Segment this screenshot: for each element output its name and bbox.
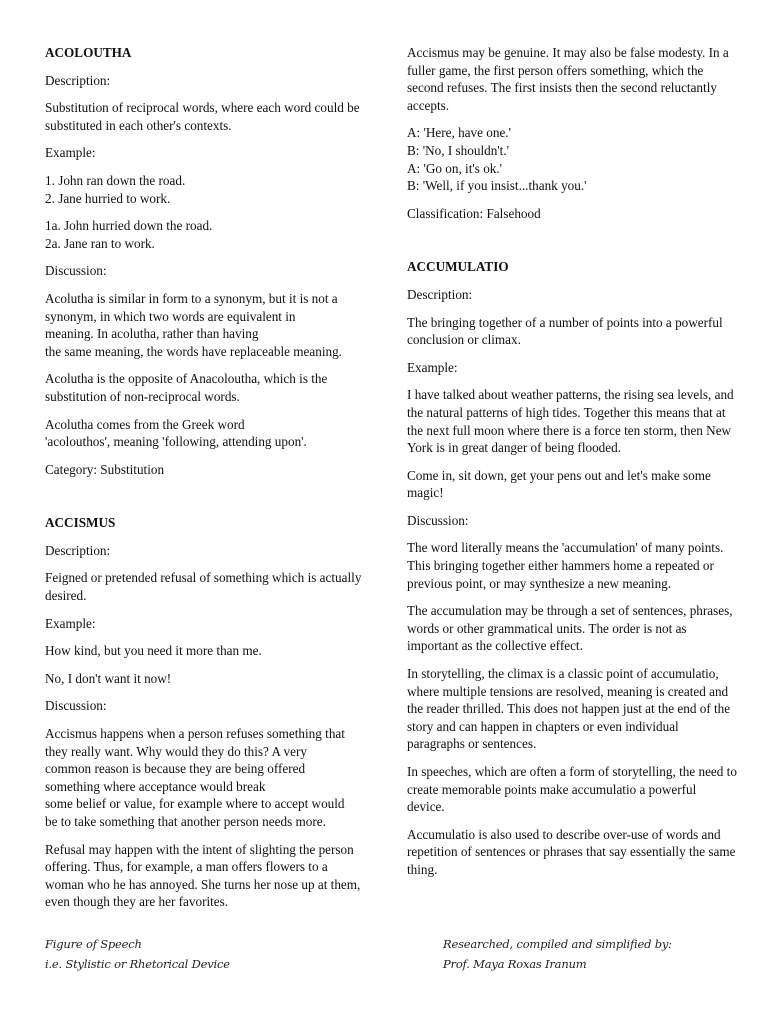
description-label: Description:	[407, 286, 473, 302]
dialogue-line: B: 'Well, if you insist...thank you.'	[407, 178, 587, 194]
example-label: Example:	[45, 145, 96, 161]
description-text: The bringing together of a number of points into a powerful conclusion or climax.	[407, 314, 723, 348]
entry-accismus	[45, 514, 363, 911]
example-text: How kind, but you need it more than me.	[45, 643, 262, 659]
text-line: common reason is because they are being offered	[45, 761, 306, 777]
dialogue-line: A: 'Go on, it's ok.'	[407, 160, 503, 176]
example-label: Example:	[45, 615, 96, 631]
category-text: Category: Substitution	[45, 461, 165, 477]
example-block	[45, 217, 363, 252]
example-label: Example:	[407, 359, 458, 375]
description-text: Substitution of reciprocal words, where each word could be substituted in each other's contexts.	[45, 100, 360, 133]
text-line: Accismus happens when a person refuses something that	[45, 726, 345, 742]
text-line: something where acceptance would break	[45, 778, 266, 794]
footer-line: Prof. Maya Roxas Iranum	[443, 957, 587, 971]
section-spacer	[407, 232, 737, 258]
example-text: I have talked about weather patterns, the rising sea levels, and the natural patterns of high tides. Together this means that at the next full moon where there is a force ten storm, then New York is in great danger of being flooded.	[407, 387, 734, 456]
description-label: Description:	[45, 72, 111, 88]
text-line: meaning. In acolutha, rather than having	[45, 326, 259, 342]
dialogue-block	[407, 124, 737, 194]
text-line: synonym, in which two words are equivalent in	[45, 308, 296, 324]
discussion-label: Discussion:	[45, 698, 107, 714]
example-line: 2a. Jane ran to work.	[45, 235, 155, 251]
description-label: Description:	[45, 542, 111, 558]
body-paragraph: Accismus may be genuine. It may also be false modesty. In a fuller game, the first person offers something, which the second refuses. The first insists then the second reluctantly accepts.	[407, 45, 729, 113]
dialogue-line: B: 'No, I shouldn't.'	[407, 142, 510, 158]
entry-title: ACCISMUS	[45, 515, 116, 531]
discussion-paragraph: The word literally means the 'accumulation' of many points. This bringing together either hammers home a repeated or previous point, or may synthesize a new meaning.	[407, 540, 724, 591]
entry-accismus-continued	[407, 44, 737, 222]
discussion-label: Discussion:	[407, 512, 469, 528]
text-line: some belief or value, for example where to accept would	[45, 796, 345, 812]
discussion-paragraph: Accumulatio is also used to describe over-use of words and repetition of sentences or phrases that say essentially the same thing.	[407, 826, 736, 877]
discussion-paragraph: In speeches, which are often a form of storytelling, the need to create memorable points make accumulatio a powerful device.	[407, 764, 737, 815]
example-block	[45, 172, 363, 207]
entry-title: ACCUMULATIO	[407, 259, 509, 275]
text-line: be to take something that another person needs more.	[45, 814, 326, 829]
discussion-paragraph	[45, 725, 363, 831]
description-text: Feigned or pretended refusal of something which is actually desired.	[45, 570, 362, 604]
discussion-paragraph: The accumulation may be through a set of sentences, phrases, words or other grammatical units. The order is not as important as the collective effect.	[407, 603, 733, 654]
footer-line: Researched, compiled and simplified by:	[443, 937, 672, 951]
discussion-paragraph: Refusal may happen with the intent of slighting the person offering. Thus, for example, a man offers flowers to a woman who he has annoyed. She turns her nose up at them, even though they are her favorites.	[45, 841, 361, 910]
footer-line: Figure of Speech	[45, 937, 142, 951]
entry-title: ACOLOUTHA	[45, 45, 132, 60]
entry-acoloutha	[45, 44, 363, 478]
example-line: 1a. John hurried down the road.	[45, 218, 213, 234]
text-line: 'acolouthos', meaning 'following, attending upon'.	[45, 434, 307, 450]
example-line: 2. Jane hurried to work.	[45, 190, 171, 206]
section-spacer	[45, 488, 363, 514]
text-line: they really want. Why would they do this? A very	[45, 743, 307, 759]
example-text: No, I don't want it now!	[45, 670, 172, 686]
footer-line: i.e. Stylistic or Rhetorical Device	[45, 957, 230, 971]
text-line: Acolutha is similar in form to a synonym, but it is not a	[45, 290, 338, 306]
text-line: Acolutha comes from the Greek word	[45, 416, 245, 432]
discussion-paragraph: In storytelling, the climax is a classic point of accumulatio, where multiple tensions are resolved, meaning is created and the reader thrilled. This does not happen just at the end of the story and can happen in chapters or even individual paragraphs or sentences.	[407, 666, 731, 752]
entry-accumulatio	[407, 258, 737, 878]
classification-text: Classification: Falsehood	[407, 205, 541, 221]
discussion-paragraph: Acolutha is the opposite of Anacoloutha, which is the substitution of non-reciprocal words.	[45, 371, 328, 404]
discussion-paragraph	[45, 290, 363, 360]
dialogue-line: A: 'Here, have one.'	[407, 125, 511, 141]
example-line: 1. John ran down the road.	[45, 172, 186, 188]
example-text: Come in, sit down, get your pens out and let's make some magic!	[407, 467, 711, 501]
discussion-label: Discussion:	[45, 263, 107, 279]
left-column	[45, 44, 363, 921]
footer-right	[443, 934, 672, 974]
right-column	[407, 44, 737, 889]
text-line: the same meaning, the words have replaceable meaning.	[45, 343, 342, 359]
footer-left	[45, 934, 230, 974]
discussion-paragraph	[45, 416, 363, 451]
